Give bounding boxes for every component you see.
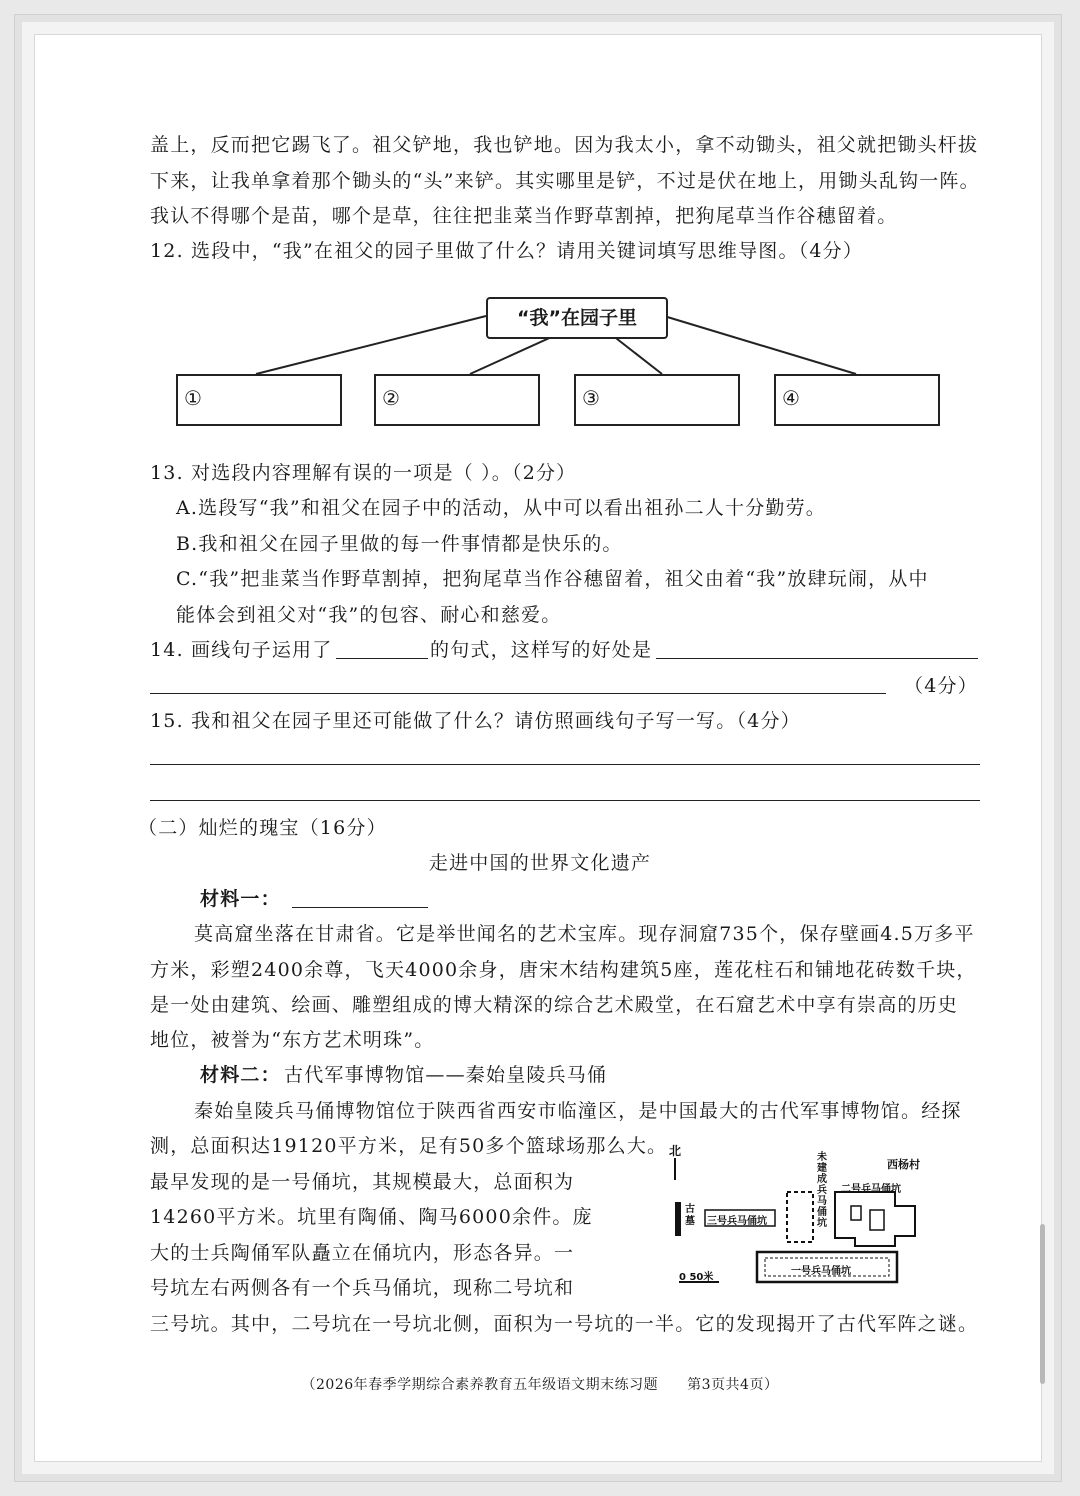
answer-blank[interactable]	[150, 693, 886, 694]
option-a: A.选段写“我”和祖父在园子中的活动，从中可以看出祖孙二人十分勤劳。	[176, 497, 826, 519]
question-12: 12. 选段中，“我”在祖父的园子里做了什么？请用关键词填写思维导图。（4分）	[150, 240, 864, 262]
material-1-text: 方米，彩塑2400余尊，飞天4000余身，唐宋木结构建筑5座，莲花柱石和铺地花砖数千块，	[150, 959, 977, 981]
unbuilt-pit-label: 未建成兵马俑坑	[817, 1152, 827, 1229]
answer-blank[interactable]	[336, 658, 428, 659]
material-1-text: 是一处由建筑、绘画、雕塑组成的博大精深的综合艺术殿堂，在石窟艺术中享有崇高的历史	[150, 994, 959, 1016]
passage-line: 我认不得哪个是苗，哪个是草，往往把韭菜当作野草割掉，把狗尾草当作谷穗留着。	[150, 205, 898, 227]
option-b: B.我和祖父在园子里做的每一件事情都是快乐的。	[176, 533, 623, 555]
scale-label: 0 50米	[679, 1272, 714, 1283]
mind-map-box-4[interactable]	[774, 374, 940, 426]
passage-line: 下来，让我单拿着那个锄头的“头”来铲。其实哪里是铲，不过是伏在地上，用锄头乱钩一阵。	[150, 170, 980, 192]
answer-line[interactable]	[150, 800, 980, 801]
question-14-part2: 的句式，这样写的好处是	[430, 639, 653, 661]
question-15: 15. 我和祖父在园子里还可能做了什么？请仿照画线句子写一写。（4分）	[150, 710, 801, 732]
passage-line: 盖上，反而把它踢飞了。祖父铲地，我也铲地。因为我太小，拿不动锄头，祖父就把锄头杆拔	[150, 134, 979, 156]
page-footer: （2026年春季学期综合素养教育五年级语文期末练习题 第3页共4页）	[301, 1377, 779, 1393]
section-heading: （二）灿烂的瑰宝（16分）	[138, 817, 387, 839]
material-2-text: 大的士兵陶俑军队矗立在俑坑内，形态各异。一	[150, 1242, 575, 1264]
box-number: ②	[382, 386, 400, 410]
material-2-text: 秦始皇陵兵马俑博物馆位于陕西省西安市临潼区，是中国最大的古代军事博物馆。经探	[194, 1100, 962, 1122]
pit-2-label: 二号兵马俑坑	[841, 1184, 901, 1195]
material-2-text: 号坑左右两侧各有一个兵马俑坑，现称二号坑和	[150, 1277, 575, 1299]
material-2-title: 古代军事博物馆——秦始皇陵兵马俑	[284, 1064, 608, 1086]
question-14-score: （4分）	[904, 675, 978, 697]
option-c-cont: 能体会到祖父对“我”的包容、耐心和慈爱。	[176, 604, 562, 626]
north-label: 北	[669, 1144, 682, 1158]
material-2-text: 最早发现的是一号俑坑，其规模最大，总面积为	[150, 1171, 575, 1193]
pit-1-label: 一号兵马俑坑	[791, 1266, 851, 1277]
answer-blank[interactable]	[656, 658, 978, 659]
article-title: 走进中国的世界文化遗产	[428, 852, 652, 874]
material-2-text: 三号坑。其中，二号坑在一号坑北侧，面积为一号坑的一半。它的发现揭开了古代军阵之谜。	[150, 1313, 979, 1335]
mind-map-box-2[interactable]	[374, 374, 540, 426]
village-label: 西杨村	[887, 1158, 920, 1171]
answer-line[interactable]	[150, 764, 980, 765]
site-map	[665, 1140, 935, 1290]
pit-3-label: 三号兵马俑坑	[707, 1216, 767, 1227]
material-1-label: 材料一：	[200, 888, 281, 910]
material-1-text: 地位，被誉为“东方艺术明珠”。	[150, 1029, 435, 1051]
material-2-label: 材料二：	[200, 1064, 281, 1086]
mind-map-box-1[interactable]	[176, 374, 342, 426]
option-c: C.“我”把韭菜当作野草割掉，把狗尾草当作谷穗留着，祖父由着“我”放肆玩闹，从中	[176, 568, 929, 590]
question-13: 13. 对选段内容理解有误的一项是（ ）。（2分）	[150, 462, 577, 484]
material-2-text: 14260平方米。坑里有陶俑、陶马6000余件。庞	[150, 1206, 593, 1228]
mind-map-box-3[interactable]	[574, 374, 740, 426]
material-1-title-blank[interactable]	[292, 907, 428, 908]
material-1-text: 莫高窟坐落在甘肃省。它是举世闻名的艺术宝库。现存洞窟735个，保存壁画4.5万多平	[194, 923, 975, 945]
scrollbar[interactable]	[1040, 1224, 1045, 1384]
box-number: ④	[782, 386, 800, 410]
mind-map-root: “我”在园子里	[486, 297, 668, 339]
question-14-part1: 14. 画线句子运用了	[150, 639, 333, 661]
ancient-tomb-label: 古墓	[685, 1204, 695, 1227]
box-number: ③	[582, 386, 600, 410]
material-2-text: 测，总面积达19120平方米，足有50多个篮球场那么大。	[150, 1135, 668, 1157]
box-number: ①	[184, 386, 202, 410]
